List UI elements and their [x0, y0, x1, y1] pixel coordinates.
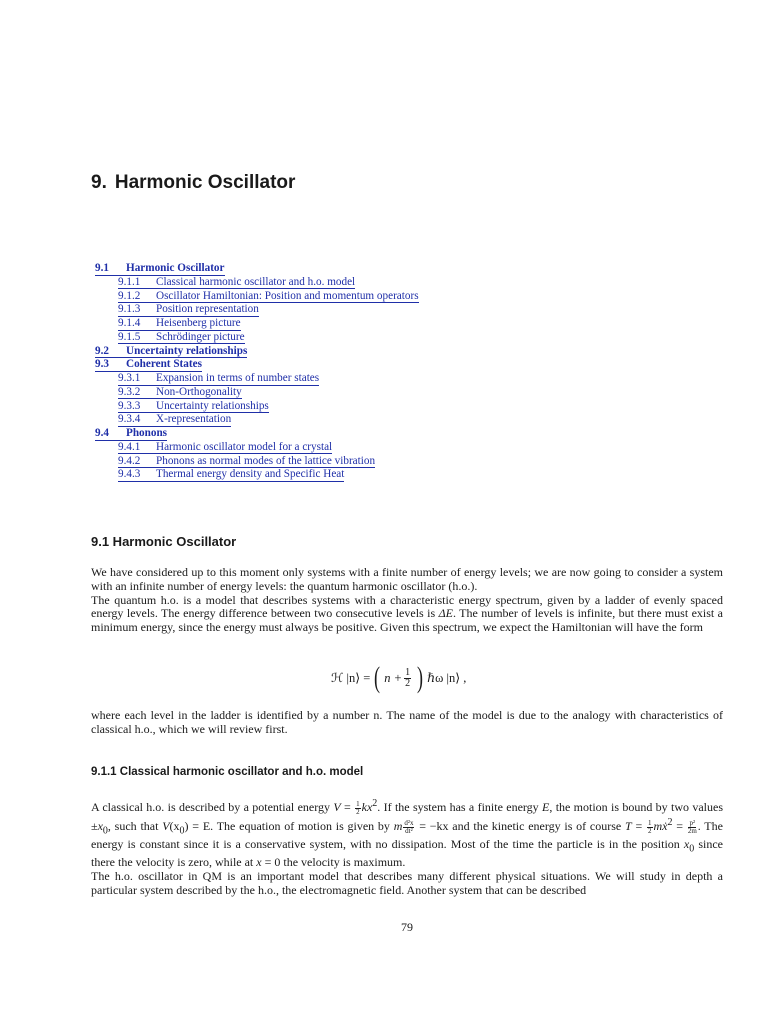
- math-symbol: V: [333, 800, 341, 814]
- toc-entry[interactable]: [95, 427, 715, 441]
- paragraph: where each level in the ladder is identified by a number n. The name of the model is due to the analogy with characteristics of classical h.o., which we will review first.: [91, 708, 723, 736]
- toc-link[interactable]: [118, 331, 245, 345]
- superscript: 2: [372, 798, 378, 809]
- text-span: . The energy is constant since it is a conservative system, with no dissipation. Most of the time the particle is in the position: [91, 818, 723, 851]
- toc-link[interactable]: [118, 303, 259, 317]
- toc-title: Uncertainty relationships: [126, 344, 248, 357]
- equation-rhs: ℏω |n⟩ ,: [427, 671, 467, 685]
- text-span: =: [672, 818, 687, 833]
- fraction-one-half: [355, 801, 361, 816]
- paragraph: [91, 594, 723, 635]
- section-9-1-body: [91, 566, 723, 635]
- toc-link[interactable]: [118, 413, 231, 427]
- toc-entry[interactable]: [95, 386, 715, 400]
- math-symbol: ΔE: [438, 606, 453, 621]
- toc-number: 9.4: [95, 427, 109, 439]
- text-span: =: [631, 818, 647, 833]
- text-span: A classical h.o. is described by a potential energy: [91, 800, 334, 814]
- toc-entry[interactable]: [95, 358, 715, 372]
- chapter-title: [91, 172, 295, 194]
- fraction-denominator: 2: [356, 807, 360, 816]
- toc-link[interactable]: [118, 468, 344, 482]
- math-symbol: kx: [361, 800, 373, 814]
- toc-title: Uncertainty relationships: [156, 399, 269, 412]
- toc-entry[interactable]: [95, 331, 715, 345]
- paren-open: (: [374, 661, 381, 694]
- subscript: 0: [102, 825, 108, 837]
- math-symbol: T: [625, 818, 632, 833]
- table-of-contents: [95, 262, 715, 482]
- fraction-numerator: 1: [405, 666, 411, 678]
- toc-entry[interactable]: [95, 400, 715, 414]
- superscript: 2: [667, 816, 673, 828]
- toc-link[interactable]: [118, 455, 375, 469]
- toc-entry[interactable]: [95, 372, 715, 386]
- toc-number: 9.3.4: [118, 413, 141, 426]
- paragraph: The h.o. oscillator in QM is an important model that describes many different physical situations. We will study in depth a particular system described by the h.o., the electromagnetic field. Another system that can be described: [91, 868, 723, 897]
- toc-entry[interactable]: [95, 345, 715, 359]
- toc-title: Classical harmonic oscillator and h.o. model: [156, 275, 356, 288]
- equation-lhs: ℋ |n⟩ =: [331, 671, 371, 685]
- toc-number: 9.3.1: [118, 372, 141, 384]
- toc-title: Position representation: [156, 303, 259, 316]
- chapter-title-text: Harmonic Oscillator: [114, 172, 296, 193]
- toc-link[interactable]: [118, 386, 242, 400]
- toc-entry[interactable]: [95, 441, 715, 455]
- hamiltonian-equation: [331, 663, 466, 693]
- toc-entry[interactable]: [95, 276, 715, 290]
- equation-n: n +: [384, 670, 403, 685]
- fraction-one-half: [647, 820, 653, 835]
- fraction-p2-2m: [688, 820, 697, 835]
- toc-title: Oscillator Hamiltonian: Position and momentum operators: [156, 289, 419, 302]
- subscript: 0: [689, 843, 695, 855]
- text-span: ) = E. The equation of motion is given by: [184, 818, 394, 833]
- toc-number: 9.3.2: [118, 385, 141, 398]
- toc-title: Expansion in terms of number states: [156, 372, 320, 384]
- toc-link[interactable]: [118, 290, 419, 304]
- toc-number: 9.4.2: [118, 454, 141, 467]
- math-symbol: x: [683, 836, 690, 851]
- text-span: = 0 the velocity is maximum.: [261, 855, 406, 870]
- toc-title: Harmonic oscillator model for a crystal: [156, 440, 333, 453]
- section-9-1-1-body: [91, 797, 723, 898]
- fraction-numerator: 1: [648, 818, 652, 827]
- toc-title: Coherent States: [126, 358, 202, 371]
- toc-number: 9.3: [95, 358, 109, 371]
- toc-number: 9.1.3: [118, 303, 141, 316]
- toc-entry[interactable]: [95, 468, 715, 482]
- toc-entry[interactable]: [95, 317, 715, 331]
- toc-link[interactable]: [95, 427, 167, 441]
- text-span: (x: [169, 818, 180, 833]
- toc-link[interactable]: [118, 441, 332, 455]
- toc-link[interactable]: [118, 317, 241, 331]
- fraction-numerator: 1: [356, 799, 360, 808]
- text-span: . The number of levels is infinite, but there must exist a minimum energy, since the energy must always be positive. Given this spectrum, we expect the Hamiltonian will have the form: [91, 606, 723, 635]
- toc-number: 9.1.2: [118, 289, 141, 302]
- math-symbol: x: [256, 855, 262, 870]
- text-span: since there the velocity is zero, while at: [91, 836, 724, 870]
- toc-entry[interactable]: [95, 290, 715, 304]
- chapter-number: 9.: [91, 172, 107, 193]
- toc-title: Phonons as normal modes of the lattice vibration: [156, 454, 376, 467]
- toc-title: Non-Orthogonality: [156, 385, 242, 398]
- fraction-numerator: d²x: [404, 818, 414, 827]
- toc-link[interactable]: [95, 262, 225, 276]
- second-derivative: [403, 820, 414, 835]
- toc-title: X-representation: [156, 413, 232, 426]
- section-heading-9-1: 9.1 Harmonic Oscillator: [91, 534, 237, 549]
- toc-link[interactable]: [118, 276, 355, 290]
- fraction-denominator: 2: [648, 826, 652, 835]
- fraction-denominator: dt²: [405, 826, 413, 835]
- toc-title: Phonons: [126, 427, 168, 439]
- text-span: = −kx and the kinetic energy is of course: [415, 818, 626, 833]
- text-span: , such that: [107, 818, 163, 833]
- toc-entry[interactable]: [95, 455, 715, 469]
- toc-number: 9.1.4: [118, 317, 141, 329]
- toc-number: 9.4.3: [118, 468, 141, 481]
- toc-number: 9.4.1: [118, 440, 141, 453]
- toc-number: 9.1: [95, 262, 109, 274]
- math-symbol: x: [97, 818, 103, 833]
- math-symbol: m: [393, 818, 403, 833]
- toc-title: Schrödinger picture: [156, 330, 245, 343]
- text-span: The quantum h.o. is a model that describes systems with a characteristic energy spectrum, given by a ladder of evenly spaced energy levels. The energy difference between two consecutive levels is: [91, 592, 723, 621]
- toc-title: Heisenberg picture: [156, 317, 241, 329]
- toc-entry[interactable]: [95, 413, 715, 427]
- page-number: 79: [401, 920, 413, 934]
- math-symbol: mẋ: [653, 818, 668, 833]
- fraction-denominator: 2: [405, 677, 411, 689]
- fraction-one-half: [404, 668, 411, 689]
- text-span: =: [340, 800, 355, 814]
- math-symbol: E: [542, 800, 550, 814]
- toc-number: 9.3.3: [118, 399, 141, 412]
- subscript: 0: [179, 825, 185, 837]
- paragraph: We have considered up to this moment only systems with a finite number of energy levels; we are now going to consider a system with an infinite number of energy levels: the quantum harmonic oscillator (h.o.).: [91, 565, 723, 593]
- toc-link[interactable]: [118, 400, 269, 414]
- text-span: , the motion is bound by two values ±: [91, 800, 723, 833]
- section-heading-9-1-1: 9.1.1 Classical harmonic oscillator and h.o. model: [91, 766, 364, 778]
- fraction-denominator: 2m: [687, 826, 697, 835]
- toc-number: 9.1.1: [118, 275, 141, 288]
- paren-close: ): [417, 661, 424, 694]
- text-span: . If the system has a finite energy: [377, 800, 543, 814]
- toc-number: 9.2: [95, 344, 109, 357]
- toc-link[interactable]: [95, 358, 202, 372]
- paragraph: [91, 797, 723, 870]
- toc-title: Harmonic Oscillator: [126, 262, 225, 274]
- toc-title: Thermal energy density and Specific Heat: [156, 468, 345, 481]
- math-symbol: V: [162, 818, 170, 833]
- fraction-numerator: p²: [689, 818, 696, 827]
- toc-link[interactable]: [118, 372, 319, 386]
- toc-link[interactable]: [95, 345, 247, 359]
- section-9-1-body-cont: [91, 709, 723, 737]
- toc-number: 9.1.5: [118, 330, 141, 343]
- toc-entry[interactable]: [95, 262, 715, 276]
- toc-entry[interactable]: [95, 303, 715, 317]
